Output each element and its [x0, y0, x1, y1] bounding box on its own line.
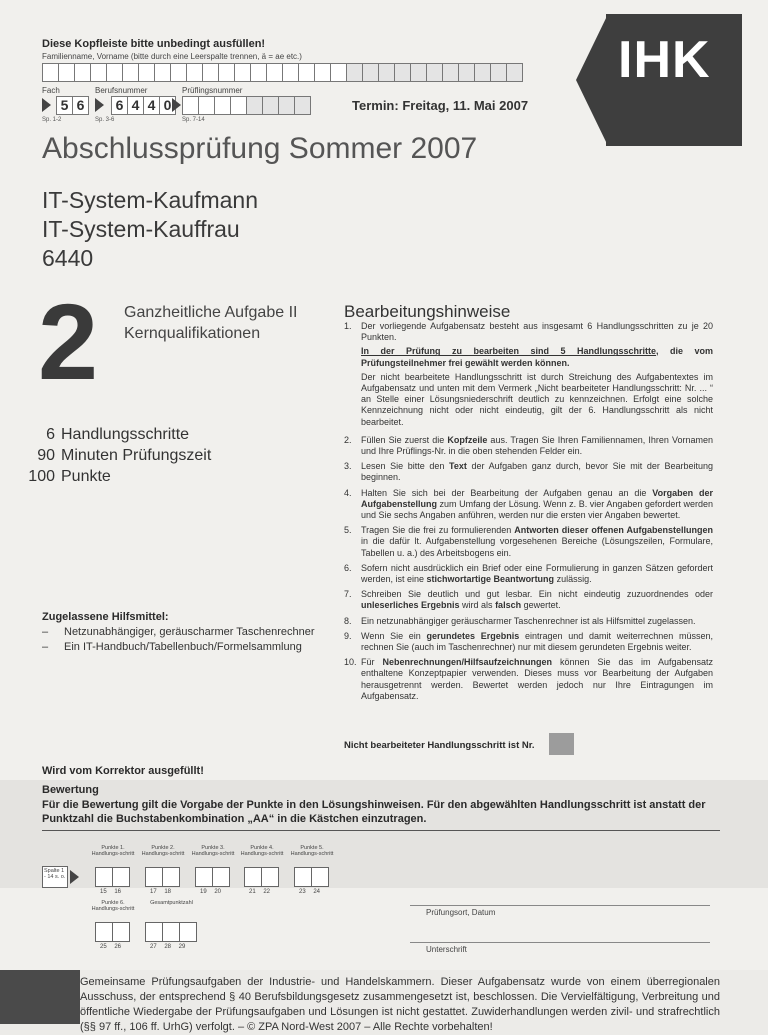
hints-title: Bearbeitungshinweise — [344, 302, 511, 321]
stat-points — [21, 466, 111, 487]
profession-female: IT-System-Kauffrau — [42, 216, 240, 242]
score-cell[interactable] — [311, 867, 329, 887]
hint-text: Tragen Sie die frei zu formulierenden Antworten dieser offenen Aufgabenstellungen in die dafür lt. Aufgabenstellung vorgesehenen Bereiche (Lösungszeilen, Formulare, Tabellen u. a.) des Arbeitsbogens ein. — [361, 525, 713, 558]
hint-text: In der Prüfung zu bearbeiten sind 5 Handlungsschritte, die vom Prüfungsteilnehmer frei gewählt werden können. — [361, 346, 713, 368]
hint-item — [344, 616, 713, 627]
evaluation-text: Für die Bewertung gilt die Vorgabe der Punkte in den Lösungshinweisen. Für den abgewählten Handlungsschritt ist anstatt der Punktzahl die Buchstabenkombination „AA“ in die Kästchen einzutragen. — [42, 799, 706, 825]
input-box[interactable] — [202, 63, 219, 82]
not-processed-input[interactable] — [549, 733, 574, 755]
fach-digit[interactable]: 6 — [72, 96, 89, 115]
input-box[interactable] — [394, 63, 411, 82]
score-column-numbers: 23 24 — [299, 889, 321, 895]
spalte-label: Spalte 1 - 14 s. o. — [42, 866, 68, 888]
aids-item-text: Ein IT-Handbuch/Tabellenbuch/Formelsammlung — [64, 641, 302, 653]
sp-pruef: Sp. 7-14 — [182, 117, 205, 123]
score-cell[interactable] — [261, 867, 279, 887]
input-box[interactable] — [506, 63, 523, 82]
exam-title: Abschlussprüfung Sommer 2007 — [42, 132, 478, 165]
place-date-label: Prüfungsort, Datum — [426, 908, 496, 917]
input-box[interactable] — [474, 63, 491, 82]
score-cell[interactable] — [195, 867, 213, 887]
score-input[interactable] — [145, 867, 179, 887]
input-box[interactable] — [218, 63, 235, 82]
input-box[interactable] — [282, 63, 299, 82]
input-box[interactable] — [90, 63, 107, 82]
score-cell[interactable] — [179, 922, 197, 942]
fach-digit[interactable]: 5 — [56, 96, 73, 115]
hint-text: Halten Sie sich bei der Bearbeitung der Aufgaben genau an die Vorgaben der Aufgabenstellung zum Umfang der Lösung. Wenn z. B. vier Angaben gefordert werden und Sie sechs Angaben anführen, werden nur die ersten vier Angaben bewertet. — [361, 487, 713, 521]
score-input[interactable] — [145, 922, 196, 942]
score-cell[interactable] — [294, 867, 312, 887]
score-cell[interactable] — [244, 867, 262, 887]
signature-label: Unterschrift — [426, 945, 467, 954]
input-box[interactable] — [74, 63, 91, 82]
score-column-numbers: 15 16 — [100, 889, 122, 895]
input-box[interactable] — [442, 63, 459, 82]
score-column-numbers: 25 26 — [100, 944, 122, 950]
input-box[interactable] — [186, 63, 203, 82]
score-input[interactable] — [95, 867, 129, 887]
hint-text: Wenn Sie ein gerundetes Ergebnis eintragen und damit weiterrechnen müssen, rechnen Sie (auch im Taschenrechner) nur mit diesem gerundeten Ergebnis weiter. — [361, 630, 713, 653]
input-box[interactable] — [106, 63, 123, 82]
fach-boxes[interactable] — [56, 96, 88, 115]
arrow-right-icon — [70, 870, 79, 884]
hints-list — [344, 321, 713, 706]
input-box[interactable] — [250, 63, 267, 82]
score-column-numbers: 21 22 — [249, 889, 271, 895]
stat-steps — [21, 424, 189, 445]
hint-number: 3. — [344, 461, 352, 472]
signature-line[interactable] — [410, 942, 710, 943]
footer-legal-text: Gemeinsame Prüfungsaufgaben der Industrie- und Handelskammern. Dieser Aufgabensatz wurde von einem überregionalen Ausschuss, der entsprechend § 40 Berufsbildungsgesetz zusammengesetzt ist, beschlossen. Die Vervielfältigung, Verbreitung und öffentliche Wiedergabe der Prüfungsaufgaben und Lösungen ist nicht gestattet. Zuwiderhandlungen werden zivil- und strafrechtlich (§§ 97 ff., 106 ff. UrhG) verfolgt. – © ZPA Nord-West 2007 – Alle Rechte vorbehalten! — [80, 976, 720, 1033]
score-label: Punkte 4. Handlungs-schritt — [240, 845, 284, 857]
score-input[interactable] — [195, 867, 229, 887]
input-box[interactable] — [490, 63, 507, 82]
input-box[interactable] — [262, 96, 279, 115]
arrow-right-icon — [172, 98, 181, 112]
beruf-boxes[interactable] — [111, 96, 175, 115]
hint-text: Füllen Sie zuerst die Kopfzeile aus. Tragen Sie Ihren Familiennamen, Ihren Vornamen und Ihre Prüflings-Nr. in die oben stehenden Felder ein. — [361, 434, 714, 457]
pruef-boxes[interactable] — [182, 96, 310, 115]
aids-item — [42, 639, 302, 655]
score-cell[interactable] — [145, 867, 163, 887]
sp-fach: Sp. 1-2 — [42, 117, 62, 123]
divider — [42, 830, 720, 831]
input-box[interactable] — [42, 63, 59, 82]
input-box[interactable] — [182, 96, 199, 115]
stat-number: 90 — [37, 447, 55, 464]
hint-item — [344, 631, 713, 653]
input-box[interactable] — [330, 63, 347, 82]
input-box[interactable] — [294, 96, 311, 115]
hint-number: 1. — [344, 321, 352, 331]
score-cell[interactable] — [145, 922, 163, 942]
hint-number: 6. — [344, 562, 352, 573]
input-box[interactable] — [154, 63, 171, 82]
name-input-boxes[interactable] — [42, 63, 522, 82]
hint-item — [344, 563, 713, 585]
input-box[interactable] — [266, 63, 283, 82]
task-number: 2 — [38, 281, 99, 402]
hint-number: 2. — [344, 434, 352, 445]
input-box[interactable] — [58, 63, 75, 82]
score-label: Gesamtpunktzahl — [150, 900, 193, 906]
score-cell[interactable] — [162, 867, 180, 887]
beruf-digit[interactable]: 4 — [143, 96, 160, 115]
input-box[interactable] — [410, 63, 427, 82]
input-box[interactable] — [346, 63, 363, 82]
hint-number: 5. — [344, 525, 352, 536]
score-cell[interactable] — [162, 922, 180, 942]
hint-item — [344, 321, 713, 431]
hint-text: Schreiben Sie deutlich und gut lesbar. Ein nicht eindeutig zuzuordnendes oder unleserliches Ergebnis wird als falsch gewertet. — [361, 589, 713, 611]
stat-label: Punkte — [61, 468, 111, 485]
stat-label: Handlungsschritte — [61, 426, 190, 443]
beruf-label: Berufsnummer — [95, 86, 148, 95]
name-field-label: Familienname, Vorname (bitte durch eine Leerspalte trennen, ä = ae etc.) — [42, 52, 302, 61]
input-box[interactable] — [214, 96, 231, 115]
score-label: Punkte 3. Handlungs-schritt — [191, 845, 235, 857]
score-cell[interactable] — [95, 867, 113, 887]
exam-date: Termin: Freitag, 11. Mai 2007 — [352, 98, 529, 113]
input-box[interactable] — [278, 96, 295, 115]
beruf-digit[interactable]: 4 — [127, 96, 144, 115]
beruf-digit[interactable]: 6 — [111, 96, 128, 115]
score-column-numbers: 19 20 — [200, 889, 222, 895]
hint-number: 10. — [344, 657, 357, 668]
score-column-numbers: 17 18 — [150, 889, 172, 895]
ihk-logo: IHK — [618, 31, 711, 89]
score-label: Punkte 5. Handlungs-schritt — [290, 845, 334, 857]
sp-beruf: Sp. 3-6 — [95, 117, 115, 123]
score-label: Punkte 1. Handlungs-schritt — [91, 845, 135, 857]
pruef-label: Prüflingsnummer — [182, 86, 243, 95]
input-box[interactable] — [426, 63, 443, 82]
aids-item — [42, 624, 315, 640]
profession-male: IT-System-Kaufmann — [42, 187, 259, 213]
list-dash: – — [42, 626, 49, 638]
beruf-digit[interactable]: 0 — [159, 96, 176, 115]
score-cell[interactable] — [112, 922, 130, 942]
hint-text: Ein netzunabhängiger geräuscharmer Taschenrechner ist als Hilfsmittel zugelassen. — [361, 615, 696, 626]
hint-text: Sofern nicht ausdrücklich ein Brief oder eine Formulierung in ganzen Sätzen gefordert werden, ist eine stichwortartige Beantwortung zulässig. — [361, 562, 713, 585]
input-box[interactable] — [170, 63, 187, 82]
hint-item — [344, 435, 713, 457]
stat-number: 100 — [28, 468, 55, 485]
score-column-numbers: 27 28 29 — [150, 944, 186, 950]
arrow-right-icon — [95, 98, 104, 112]
score-input[interactable] — [244, 867, 278, 887]
score-input[interactable] — [95, 922, 129, 942]
hint-text: Der nicht bearbeitete Handlungsschritt ist durch Streichung des Aufgabentextes im Aufgabensatz und unten mit dem Vermerk „Nicht bearbeiteter Handlungsschritt: Nr. ... “ an Stelle einer Lösungsniederschrift deutlich zu kennzeichnen. Erfolgt eine solche Kennzeichnung nicht oder nicht eindeutig, gilt der 6. Handlungsschritt als nicht bearbeitet. — [361, 371, 713, 427]
list-dash: – — [42, 641, 49, 653]
input-box[interactable] — [230, 96, 247, 115]
input-box[interactable] — [234, 63, 251, 82]
score-cell[interactable] — [112, 867, 130, 887]
ihk-badge-wedge — [576, 14, 608, 146]
arrow-right-icon — [42, 98, 51, 112]
input-box[interactable] — [314, 63, 331, 82]
stat-label: Minuten Prüfungszeit — [61, 447, 212, 464]
aids-item-text: Netzunabhängiger, geräuscharmer Taschenrechner — [64, 626, 315, 638]
input-box[interactable] — [198, 96, 215, 115]
input-box[interactable] — [246, 96, 263, 115]
input-box[interactable] — [122, 63, 139, 82]
hint-item — [344, 461, 713, 483]
hint-item — [344, 657, 713, 702]
hint-number: 4. — [344, 487, 352, 498]
evaluation-title: Bewertung — [42, 784, 99, 796]
hint-item — [344, 488, 713, 522]
not-processed-label: Nicht bearbeiteter Handlungsschritt ist Nr. — [344, 740, 535, 751]
hint-text: Für Nebenrechnungen/Hilfsaufzeichnungen können Sie das im Aufgabensatz enthaltene Konzeptpapier verwenden. Dieses muss vor Bearbeitung der Aufgaben herausgetrennt werden. Bewertet werden jedoch nur Ihre Eintragungen im Aufgabensatz. — [361, 657, 713, 701]
task-title: Ganzheitliche Aufgabe II — [124, 304, 298, 321]
score-cell[interactable] — [95, 922, 113, 942]
hint-item — [344, 525, 713, 559]
hint-text: Lesen Sie bitte den Text der Aufgaben ganz durch, bevor Sie mit der Bearbeitung beginnen. — [361, 461, 713, 483]
stat-number: 6 — [46, 426, 55, 443]
input-box[interactable] — [362, 63, 379, 82]
score-label: Punkte 2. Handlungs-schritt — [141, 845, 185, 857]
corrector-note: Wird vom Korrektor ausgefüllt! — [42, 765, 204, 777]
task-subtitle: Kernqualifikationen — [124, 325, 261, 342]
input-box[interactable] — [458, 63, 475, 82]
place-date-line[interactable] — [410, 905, 710, 906]
fach-label: Fach — [42, 86, 60, 95]
input-box[interactable] — [298, 63, 315, 82]
score-label: Punkte 6. Handlungs-schritt — [91, 900, 135, 912]
profession-number: 6440 — [42, 245, 94, 271]
hint-number: 9. — [344, 630, 352, 641]
hint-text: Der vorliegende Aufgabensatz besteht aus insgesamt 6 Handlungsschritten zu je 20 Punkten. — [361, 321, 713, 343]
score-input[interactable] — [294, 867, 328, 887]
score-cell[interactable] — [212, 867, 230, 887]
hint-item — [344, 589, 713, 611]
header-instruction: Diese Kopfleiste bitte unbedingt ausfüllen! — [42, 38, 266, 50]
stat-minutes — [21, 445, 211, 466]
input-box[interactable] — [138, 63, 155, 82]
hint-number: 8. — [344, 615, 352, 626]
aids-title: Zugelassene Hilfsmittel: — [42, 611, 169, 623]
input-box[interactable] — [378, 63, 395, 82]
hint-number: 7. — [344, 589, 352, 600]
